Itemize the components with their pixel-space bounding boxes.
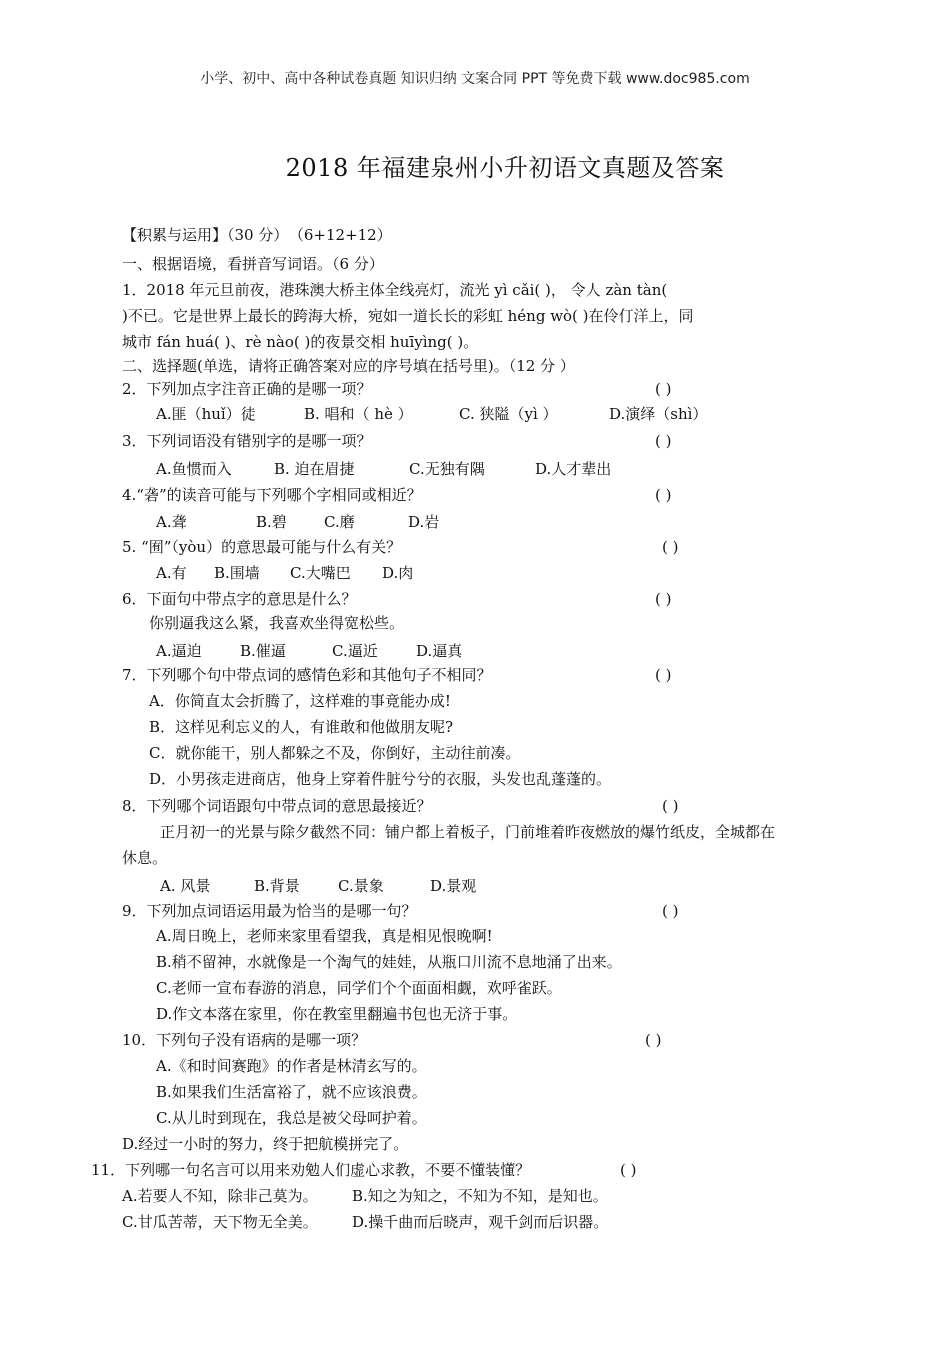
q7-stem: 7．下列哪个句中带点词的感情色彩和其他句子不相同？ xyxy=(122,666,492,684)
q11-option-b: B.知之为知之，不知为不知，是知也。 xyxy=(352,1187,608,1205)
q11-option-a: A.若要人不知，除非己莫为。 xyxy=(122,1187,318,1205)
q5-answer-paren: ( ) xyxy=(662,538,679,556)
q9-option-b: B.稍不留神，水就像是一个淘气的娃娃，从瓶口川流不息地涌了出来。 xyxy=(156,953,622,971)
q11-answer-paren: ( ) xyxy=(620,1161,637,1179)
q2-option-a: A.匪（huǐ）徒 xyxy=(156,405,256,423)
q8-option-d: D.景观 xyxy=(430,877,477,895)
q5-option-c: C.大嘴巴 xyxy=(290,564,351,582)
q2-option-b: B. 唱和（ hè ） xyxy=(304,405,413,423)
q6-option-d: D.逼真 xyxy=(416,642,463,660)
section-heading xyxy=(122,225,392,245)
q1-heading: 一、根据语境，看拼音写词语。（6 分） xyxy=(122,255,384,273)
q8-passage-line-1: 正月初一的光景与除夕截然不同：铺户都上着板子，门前堆着昨夜燃放的爆竹纸皮，全城都在 xyxy=(160,823,776,841)
q4-option-b: B.碧 xyxy=(256,513,287,531)
q1-line-2: )不已。它是世界上最长的跨海大桥，宛如一道长长的彩虹 héng wò( )在伶仃洋上，同 xyxy=(122,307,694,325)
q2-options xyxy=(156,404,707,424)
q1-line-1: 1．2018 年元旦前夜，港珠澳大桥主体全线亮灯，流光 yì cǎi( )， 令人 zàn tàn( xyxy=(122,281,668,299)
q10-stem: 10．下列句子没有语病的是哪一项？ xyxy=(122,1031,367,1049)
q4-option-c: C.磨 xyxy=(324,513,355,531)
q11-option-c: C.甘瓜苦蒂，天下物无全美。 xyxy=(122,1213,318,1231)
q2-stem: 2．下列加点字注音正确的是哪一项？ xyxy=(122,380,372,398)
q4-options xyxy=(156,512,439,532)
q9-option-a: A.周日晚上，老师来家里看望我，真是相见恨晚啊! xyxy=(156,927,493,945)
q8-option-b: B.背景 xyxy=(254,877,300,895)
section-breakdown: （6+12+12） xyxy=(296,226,392,244)
q3-option-c: C.无独有隅 xyxy=(409,460,485,478)
q11-option-d: D.操千曲而后晓声，观千剑而后识器。 xyxy=(352,1213,609,1231)
q8-passage-line-2: 休息。 xyxy=(122,849,168,867)
q8-options xyxy=(160,876,476,896)
q3-option-b: B. 迫在眉捷 xyxy=(274,460,355,478)
q4-stem: 4.“砻”的读音可能与下列哪个字相同或相近？ xyxy=(122,486,422,504)
q1-line-3: 城市 fán huá( )、rè nào( )的夜景交相 huīyìng( )。 xyxy=(122,333,479,351)
q3-option-d: D.人才辈出 xyxy=(535,460,612,478)
q10-option-a: A.《和时间赛跑》的作者是林清玄写的。 xyxy=(156,1057,427,1075)
q6-sentence: 你别逼我这么紧，我喜欢坐得宽松些。 xyxy=(149,614,405,632)
page-title: 2018 年福建泉州小升初语文真题及答案 xyxy=(285,154,725,182)
section-name: 【积累与运用】 xyxy=(122,226,228,244)
q9-option-c: C.老师一宣布春游的消息，同学们个个面面相觑，欢呼雀跃。 xyxy=(156,979,562,997)
q8-option-c: C.景象 xyxy=(338,877,384,895)
q2-answer-paren: ( ) xyxy=(655,380,672,398)
q9-answer-paren: ( ) xyxy=(662,902,679,920)
q7-answer-paren: ( ) xyxy=(655,666,672,684)
q3-stem: 3．下列词语没有错别字的是哪一项？ xyxy=(122,432,372,450)
q7-option-a: A．你简直太会折腾了，这样难的事竟能办成! xyxy=(149,692,451,710)
q11-stem: 11．下列哪一句名言可以用来劝勉人们虚心求教，不要不懂装懂？ xyxy=(91,1161,531,1179)
q10-answer-paren: ( ) xyxy=(645,1031,662,1049)
q11-options-row-2 xyxy=(122,1212,608,1232)
q5-option-b: B.围墙 xyxy=(214,564,260,582)
q3-answer-paren: ( ) xyxy=(655,432,672,450)
q4-option-d: D.岩 xyxy=(408,513,440,531)
q10-option-c: C.从儿时到现在，我总是被父母呵护着。 xyxy=(156,1109,427,1127)
q10-option-d: D.经过一小时的努力，终于把航模拼完了。 xyxy=(122,1135,409,1153)
q5-options xyxy=(156,563,413,583)
q6-options xyxy=(156,641,462,661)
q9-option-d: D.作文本落在家里，你在教室里翻遍书包也无济于事。 xyxy=(156,1005,518,1023)
q3-options xyxy=(156,459,611,479)
q6-answer-paren: ( ) xyxy=(655,590,672,608)
q5-stem: 5. “囿”（yòu）的意思最可能与什么有关？ xyxy=(122,538,402,556)
section-score: （30 分） xyxy=(227,226,289,244)
q8-stem: 8．下列哪个词语跟句中带点词的意思最接近？ xyxy=(122,797,432,815)
section-2-heading: 二、选择题(单选，请将正确答案对应的序号填在括号里)。（12 分 ） xyxy=(122,357,575,375)
q5-option-a: A.有 xyxy=(156,564,187,582)
q11-options-row-1 xyxy=(122,1186,608,1206)
q7-option-c: C．就你能干，别人都躲之不及，你倒好，主动往前凑。 xyxy=(149,744,521,762)
q7-option-d: D．小男孩走进商店，他身上穿着件脏兮兮的衣服，头发也乱蓬蓬的。 xyxy=(149,770,612,788)
q7-option-b: B．这样见利忘义的人，有谁敢和他做朋友呢? xyxy=(149,718,454,736)
q4-option-a: A.聋 xyxy=(156,513,187,531)
q6-option-a: A.逼迫 xyxy=(156,642,202,660)
q6-option-b: B.催逼 xyxy=(240,642,286,660)
q2-option-d: D.演绎（shì） xyxy=(609,405,708,423)
q4-answer-paren: ( ) xyxy=(655,486,672,504)
q6-option-c: C.逼近 xyxy=(332,642,378,660)
q9-stem: 9．下列加点词语运用最为恰当的是哪一句？ xyxy=(122,902,417,920)
q5-option-d: D.肉 xyxy=(382,564,414,582)
q8-answer-paren: ( ) xyxy=(662,797,679,815)
q2-option-c: C. 狭隘（yì ） xyxy=(459,405,558,423)
header-banner: 小学、初中、高中各种试卷真题 知识归纳 文案合同 PPT 等免费下载 www.doc985.com xyxy=(200,71,750,87)
q8-option-a: A. 风景 xyxy=(160,877,211,895)
q6-stem: 6．下面句中带点字的意思是什么？ xyxy=(122,590,357,608)
q3-option-a: A.鱼惯而入 xyxy=(156,460,232,478)
q10-option-b: B.如果我们生活富裕了，就不应该浪费。 xyxy=(156,1083,427,1101)
